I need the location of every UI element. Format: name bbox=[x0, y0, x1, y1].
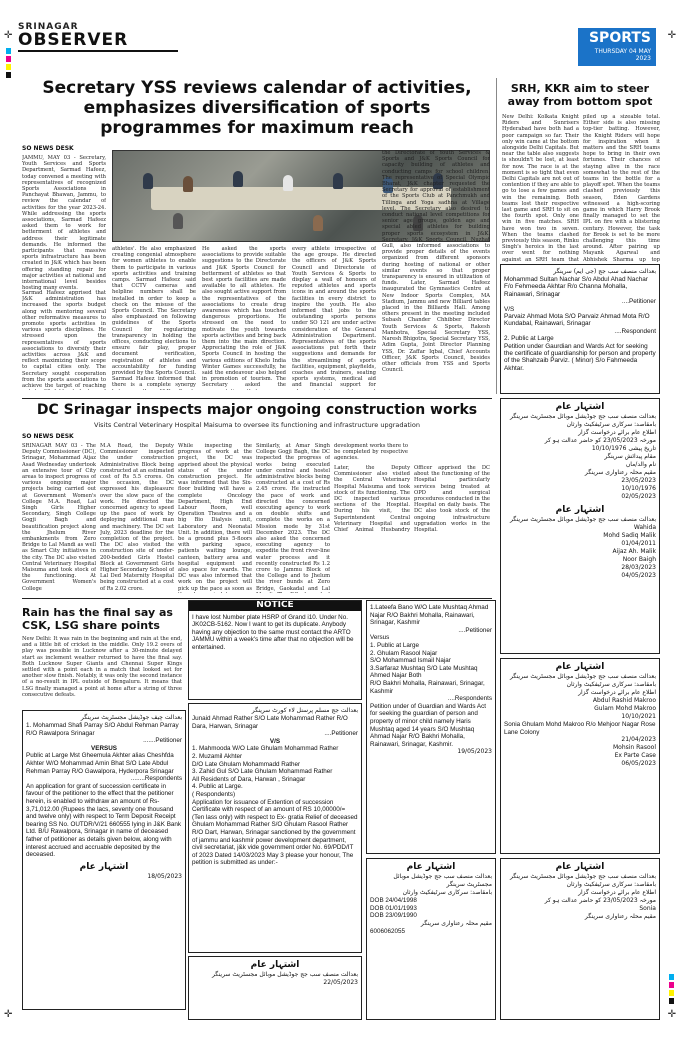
urdu-line: مقام پیدائش سرینگر bbox=[604, 453, 656, 460]
photo-person bbox=[333, 173, 343, 189]
registration-mark-icon: ✛ bbox=[4, 1009, 13, 1020]
urdu-date: 22/05/2023 bbox=[323, 979, 358, 986]
urdu-ad-bottom bbox=[500, 858, 660, 1020]
story4-headline: Rain has the final say as CSK, LSG share points bbox=[22, 606, 173, 632]
urdu-line: اطلاع عام برائے درخواست گزار bbox=[578, 429, 656, 436]
urdu-name: Noor Baigh bbox=[622, 556, 656, 563]
story1-column-4: He asked the sports associations to provide suitable suggestions to the Directorate and J&K Sports Council for betterment of athletes so that best sports facilities are made available to all athletes. He also sought active support from the representatives of the associations to create drug awareness which has touched dangerous proportions. He stressed on the need to motivate the youth towards sports activities and bring back them into the main direction. Appreciating the role of J&K Sports Council in hosting the various editions of Khelo India Winter Games successfully, he said the endeavour also helped in promotion of tourism. The Secretary asked the bbox=[202, 246, 286, 389]
ad-urdu-court: بعدالت چیف جوڈیشل مجسٹریٹ سرینگر bbox=[80, 714, 182, 721]
urdu-date: 18/05/2023 bbox=[147, 872, 182, 880]
urdu-date: 21/04/2023 bbox=[621, 736, 656, 744]
ad-respondent: ....Respondent bbox=[614, 327, 656, 335]
urdu-court-line: بعدالت منصف سب جج جوڈیشل موبائل مجسٹریٹ سرینگر bbox=[393, 873, 492, 888]
story1-column-6: the Directorate of Youth Services & Sports and J&K Sports Council for capacity building of athletes and conducting camps for school children. The representative of Special Olympic Bharat, J&K chapter requested the Secretary for approval of establishment of the Sports Club at Panchmukh and Tillinga and Yoga sadhna at Village level. The Secretary also desired to conduct national level competitions for senior age groups, golden age and special abled athletes for building proper sports ecosystem in J&K. Secretary, J&K Sports Council, Nuzhat Gull, also informed associations to provide proper details of the events organized from different sponsors during hosting of national or other similar events so that proper transparency is ensured in utilization of funds. Later, Sarmad Hafeez inaugurated the Gymnastics Centre at New Indoor Sports Complex, MA Stadium, Jammu and new Billiard tables placed in the Billiards Hall. Among others present in the meeting included Subash Chander Chhibber Director Youth Services & Sports, Rakesh Manhotra, Special Secretary YSS, Naresh Bhigotra, Special Secretary YSS, Adim Gupta, Joint Director Planning YSS, Dr. Zaffar Iqbal, Chief Accounts Officer, J&K Sports Council, besides other officials from YSS and Sports Council. bbox=[382, 150, 490, 374]
ad-parties: 1.Lateefa Bano W/O Late Mushtaq Ahmad Najar R/O Bakhri Mohalla, Rainawari, Srinagar, Kashmir bbox=[370, 604, 489, 627]
urdu-name: Wahida bbox=[633, 524, 656, 531]
urdu-date: 04/05/2023 bbox=[621, 572, 656, 579]
section-rule bbox=[22, 598, 492, 599]
masthead-top-line: SRINAGAR bbox=[18, 22, 79, 32]
section-title: SPORTS bbox=[588, 30, 651, 46]
masthead-name: OBSERVER bbox=[18, 30, 129, 50]
notice-box bbox=[188, 600, 362, 700]
ad-vs: Versus bbox=[370, 634, 390, 642]
urdu-line: بامقاصد: سرکاری سرٹیفکیٹ وارثان bbox=[566, 421, 656, 428]
column-divider bbox=[496, 78, 497, 394]
story3-subhead: Visits Central Veterinary Hospital Maisuma to oversee its functioning and infrastructure upgradation bbox=[94, 421, 420, 429]
ishtehar-heading: اشتہار عام bbox=[555, 505, 605, 515]
photo-person bbox=[143, 173, 153, 189]
ad-respondent-label: ........Respondents bbox=[130, 775, 182, 783]
urdu-name: Aijaz Ah. Malik bbox=[612, 548, 656, 555]
story4-text: New Delhi: It was rain in the beginning and rain at the end, and a little bit of cricket in the middle. Only 19.2 overs of play was possible in Lucknow after a 30-minute delayed start as inclement weather returned to have the final say. Both Lucknow Super Giants and Chennai Super Kings settled with a point each in a match that looked set for another slow finish. Notably, it was only the second instance of a no-result in IPL outside of Bengaluru. It means that LSG finally managed a point at home after a string of three consecutive defeats. bbox=[22, 636, 182, 698]
ad-petitioner: ....Petitioner bbox=[458, 626, 492, 634]
photo-person bbox=[283, 175, 293, 191]
urdu-name: Mohsin Rasool bbox=[612, 744, 656, 752]
ad-petitioner: ....Petitioner bbox=[621, 298, 656, 306]
ad-parties: Mohammad Sultan Nachar S/o Abdul Ahad Nachar F/o Fehmeeda Akhtar R/o Channa Mohalla, Rainawari, Srinagar bbox=[504, 276, 648, 298]
ad-respondent: 2. Ghulam Rasool Najar bbox=[370, 649, 438, 657]
urdu-line: بامقاصد: سرکاری سرٹیفکیٹ وارثان bbox=[402, 889, 492, 896]
urdu-date: 10/10/1976 bbox=[621, 485, 656, 492]
notice-text: I have lost Number plate HSRP of Grand i10. Under No. JK02CB-5162. Now I want to get its duplicate. Anybody having any objection to the same must contact the ARTO JAMMU within a week's time after that no objection will be entertained. bbox=[192, 613, 354, 651]
story1-column-5: every athlete irrespective of the age groups. He directed the officers of J&K Sports Council and Directorate of Youth Services & Sports to display a wall of honours of reputed athletes and sports icons in and around the sports facilities in every district to inspire the youth. He also informed that jobs to the outstanding sports persons under SO 121 are under active consideration of the General Administration Department. Representatives of the sports associations put forth their suggestions and demands for the streamlining of sports facilities, equipment, playfields, coaches and trainers, seating sports systems, medical aid and financial support for bbox=[292, 246, 376, 389]
ad-petitioner: .......Petitioner bbox=[143, 737, 182, 745]
ad-vs: V/S bbox=[269, 737, 281, 745]
issue-date: THURSDAY 04 MAY 2023 bbox=[594, 48, 651, 62]
ad-vs: V/S bbox=[504, 305, 515, 313]
ad-petitioner: ....Petitioner bbox=[324, 730, 358, 738]
story3-column-4: Similarly, at Amar Singh College Gogji Bagh, the DC inspected the progress of works being executed under central and hostel administrative blocks being constructed at a cost of Rs 2.45 crore. He instructed the pace of work and directed the concerned executing agency to work on double shifts and complete the works on a Mission mode by 31st December 2023. The DC also asked the concerned executing agency to expedite the front river-line water process and it recently constructed Rs 1.2 crore to Jammu Block of the College and to Jhelum the river bunds at Zero Bridge, Gaokadal and Lal bbox=[256, 443, 330, 592]
legal-ad-guardianship bbox=[500, 264, 660, 394]
urdu-line: مورخہ 23/05/2023 کو حاضر عدالت ہو کر bbox=[544, 897, 656, 904]
urdu-line: بامقاصد: سرکاری سرٹیفکیٹ وارثان bbox=[566, 681, 656, 688]
dob-line: DOB 23/09/1990 bbox=[370, 912, 417, 920]
story3-column-6: Later, the Deputy Commissioner also visited the Central Veterinary Hospital Maisuma and took stock of its functioning. The DC inspected various sections of the Hospital. During his visit, the Superintendent Central Veterinary Hospital and Chief Animal Husbandry Officer apprised the DC about the functioning of the Hospital particularly services being treated at OPD and surgical procedures conducted in the Hospital on daily basis. The DC also took stock of the ongoing infrastructure upgradation works in the Hospital. bbox=[334, 465, 490, 534]
urdu-line: نام والد/ماں bbox=[625, 461, 656, 468]
notice-title: NOTICE bbox=[189, 601, 361, 611]
urdu-date: 19/05/2023 bbox=[457, 748, 492, 756]
story3-column-2: M.A Road, the Deputy Commissioner inspected the under construction Administrative Block being constructed at an estimated cost of Rs 5.5 crores. On the occasion, the DC expressed his displeasure over the slow pace of the work. He directed the concerned agency to speed up the pace of work by deploying additional man and machinery. The DC set July, 2023 deadline for the completion of the project. The DC also visited the construction site of under-200-bedded Girls Hostel Block at Government Girls Higher Secondary School of Lal Ded Maternity Hospital being constructed at a cost of Rs 2.02 crore. bbox=[100, 443, 174, 592]
urdu-date: 23/05/2023 bbox=[621, 477, 656, 484]
ishtehar-heading: اشتہار عام bbox=[555, 862, 605, 872]
photo-person bbox=[233, 171, 243, 187]
ad-parties: 1. Mohammad Shafi Parray S/O Abdul Rehman Parray R/O Rawalpora Srinagar bbox=[26, 722, 179, 737]
story3-column-3: While inspecting the progress of work at the project, the DC was apprised about the physical status of the under construction project. He was informed that the Six-floor building will have a complete Oncology Department, High End Labour Room, well Operation Theatres and a big Bio Dialysis unit, Laboratory and Neonatal Unit. In addition, there will be a ground plus 5-floors with parking space, patients waiting lounge, canteen, battery area and hospital equipment and also space for wards. The DC was also informed that work on the project will pick up the pace as soon as bbox=[178, 443, 252, 592]
urdu-name: Gulam Mohd Makroo bbox=[594, 705, 656, 712]
urdu-name: Mohd Sadiq Malik bbox=[603, 532, 656, 539]
sonia-line: Sonia Ghulam Mohd Makroo R/o Mehjoor Nagar Rose Lane Colony bbox=[504, 721, 656, 736]
masthead-logo bbox=[18, 22, 178, 52]
story1-byline: SO NEWS DESK bbox=[22, 145, 74, 152]
ad-respondent-text: Parvaiz Ahmad Mota S/O Parvaiz Ahmad Mota R/O Kundabal, Rainawari, Srinagar bbox=[504, 313, 650, 328]
color-bar bbox=[669, 974, 674, 1004]
urdu-line: اطلاع عام برائے درخواست گزار bbox=[578, 889, 656, 896]
ishtehar-heading: اشتہار عام bbox=[250, 960, 300, 970]
story2-headline: SRH, KKR aim to steer away from bottom spot bbox=[507, 82, 653, 108]
urdu-date: 06/05/2023 bbox=[621, 760, 656, 768]
ad-respondents: Public at Large Mst Gheemula Akhter alias Cheshfda Akhter W/O Mohammad Amin Bhat S/O Late Abdul Rehman Parray R/O Gawalpora, Hyderpora Srinagar bbox=[26, 752, 174, 775]
dob-line: DOB 24/04/1998 bbox=[370, 897, 417, 904]
ad-respondent-label: ( Respondents) bbox=[192, 790, 236, 798]
urdu-line: مورخہ 23/05/2023 کو حاضر عدالت ہو کر bbox=[544, 437, 656, 444]
phone: 6006062055 bbox=[370, 927, 406, 935]
urdu-date: 28/03/2023 bbox=[621, 564, 656, 571]
ad-text: An application for grant of succession certificate in favour of the petitioner to the effect that the petitioner herein, is enabled to withdraw an amount of Rs-3,71,012.00 (Rupees the lacs, seventy one thousand and twelve only) with respect to Term Deposit Receipt bearing SS No. OUTDR/V/21 660555 lying in J&K Bank Ltd. B/U Rawalpora, Srinagar in name of deceased father of petitioner as details given below, along with interest accrued and accruable deposited by the deceased. bbox=[26, 782, 182, 859]
ad-respondent-label: ....Respondents bbox=[447, 695, 492, 703]
story3-byline: SO NEWS DESK bbox=[22, 433, 74, 440]
urdu-line: تاریخ پیشی 10/10/1976 bbox=[591, 445, 656, 452]
ad-respondent: 1. Mahmooda W/O Late Ghulam Mohammad Rather bbox=[192, 745, 339, 753]
urdu-name: Sonia bbox=[639, 905, 656, 912]
urdu-court-line: بعدالت منصف سب جج جوڈیشل موبائل مجسٹریٹ سرینگر bbox=[509, 516, 656, 523]
urdu-line: مقیم محلہ رعناواری سرینگر bbox=[584, 469, 656, 476]
urdu-date: 10/10/2021 bbox=[621, 713, 656, 720]
color-bar bbox=[6, 48, 11, 78]
urdu-court-line: بعدالت منصف سب جج جوڈیشل موبائل مجسٹریٹ سرینگر bbox=[509, 873, 656, 880]
ishtehar-heading: اشتہار عام bbox=[555, 662, 605, 672]
ishtehar-heading: اشتہار عام bbox=[555, 402, 605, 412]
urdu-legal-ads bbox=[500, 398, 660, 654]
urdu-line: مقیم محلہ رعناواری سرینگر bbox=[420, 919, 492, 927]
urdu-date: 02/05/2023 bbox=[621, 493, 656, 500]
ad-vs: VERSUS bbox=[91, 744, 117, 752]
ad-respondent: S/O Mohammad Ismail Najar bbox=[370, 657, 451, 665]
story1-column-3: athletes'. He also emphasized creating congenial atmosphere for women athletes to enable them to participate in various sports activities and training camps. Sarmad Hafeez said that CCTV cameras and helpline numbers shall be installed in order to keep a check on the misuse of the Sports Council. The Secretary also emphasized on following guidelines of the Sports Council for regularizing transparency in holding the offices, conducting elections to ensure fair play, proper document verification, registration of athletes and accountability for funding provided by the Sports Council. Sarmad Hafeez informed that there is a complete synergy bbox=[112, 246, 196, 389]
story1-column-2: Sarmad Hafeez apprised that J&K administration has increased the sports budget along with mentoring several other reformative measures to promote sports activities in various sports disciplines. He stressed upon the representatives of sports associations to diversify their activities across J&K and reflect maximizing their scope to capital cities only. The Secretary sought cooperation from the sports associations to achieve the target of reaching bbox=[22, 290, 106, 390]
urdu-ad-dob bbox=[366, 858, 496, 1020]
ad-respondent: 4. Public at Large. bbox=[192, 783, 243, 791]
ad-respondent: 3. Zahid Gul S/O Late Ghulam Mohammad Rather bbox=[192, 768, 333, 776]
ad-urdu-court: بعدالت جج مسلم پرسنل لاء کورٹ سرینگر bbox=[251, 707, 358, 714]
section-banner bbox=[578, 28, 656, 66]
urdu-court-line: بعدالت منصف سب جج جوڈیشل موبائل مجسٹریٹ سرینگر bbox=[509, 673, 656, 680]
ad-respondent: All Residents of Dara, Harwan , Srinagar bbox=[192, 775, 306, 783]
urdu-line: مقیم محلہ رعناواری سرینگر bbox=[584, 913, 656, 920]
legal-ad-succession bbox=[22, 710, 186, 1010]
urdu-ad-small bbox=[188, 956, 362, 1020]
story2-text: New Delhi: Kolkata Knight Riders and Sunrisers Hyderabad have both had a poor campaign so far. Their only win came at the bottom alongside Delhi Capitals. But near the table also suggests is shouldn't be lost, at least for now. The race is at the moment is so tight that even Delhi Capitals are not out of contention if they are able to go to lose a few games and win the remaining. Both teams lost their respective last game and SRH to sit on the fourth spot. Only one win in five matches. SRH have won two in seven. When the teams clashed previously this season, Rinku Singh's heroics in the last over went for nothing against an SRH team that piled up a sizeable total. Either side is also missing top-tier batting. However, the Knight Riders will hope for inspiration when it matters and the SRH teams hope to bring in their own fortunes. Their chances of staying alive in the race somewhat to the rest of the teams in the bottle for a playoff spot. When the teams clashed previously this season, Eden Gardens witnessed a high-scoring game in which Harry Brook finally managed to set the IPL on fire with a blistering century. However, the task for Brook is set to be more challenging this time around. After pairing up Mayank Agarwal and Abhishek Sharma up top bbox=[502, 114, 660, 263]
photo-person bbox=[183, 176, 193, 192]
ad-petition: Petition under Gaurdian and Wards Act for seeking the certificate of guardianship for person and property of the Shahzaib Parviz. ( Minor) S/o Fahmeeda Akhtar. bbox=[504, 342, 656, 372]
masthead-rule bbox=[18, 50, 178, 52]
urdu-name: Abdul Rashid Makroo bbox=[592, 697, 656, 704]
registration-mark-icon: ✛ bbox=[667, 30, 676, 41]
story3-column-1: SRINAGAR MAY 03 - The Deputy Commissioner (DC), Srinagar, Mohammad Aijaz Asad Wednesday undertook an extensive tour of City areas to inspect progress of various ongoing major projects being carried out at Government Women's College M.A. Road, Lal Singh Girls Higher Secondary, Singh College Gogji Bagh and beautification project along the Jhelum River embankments from Zero Bridge to Lal Mandi as well as Smart City initiatives in the city. The DC also visited Central Veterinary Hospital Maisuma and took stock of the functioning. At Government Women's College bbox=[22, 443, 96, 592]
urdu-date: 01/04/2011 bbox=[621, 540, 656, 547]
ad-respondent: D/O Late Ghulam Mohammadd Rather bbox=[192, 760, 301, 768]
ad-parties: Junaid Ahmad Rather S/O Late Mohammad Rather R/O Dara, Harwan, Srinagar bbox=[192, 715, 348, 730]
ad-respondent: 2. Muzamil Akhter bbox=[192, 752, 243, 760]
registration-mark-icon: ✛ bbox=[667, 1009, 676, 1020]
ad-urdu-court: بعدالت منصف سب جج (جی ایم) سرینگر bbox=[553, 268, 656, 275]
legal-ad-extension bbox=[188, 703, 362, 953]
urdu-court-line: بعدالت منصف سب جج جوڈیشل موبائل مجسٹریٹ سرینگر bbox=[509, 413, 656, 420]
story3-column-5: development works there to be completed by respective agencies. bbox=[334, 443, 408, 462]
ishtehar-heading: اشتہار عام bbox=[79, 861, 129, 872]
ad-text: Application for issuance of Extention of succession Certificate with respect of an amount of RS 10,00000/= (Ten lass only) with respect to Ex- gratia Relief of deceased Ghulam Mohammad Rather S/O Ghulam Rasool Rather R/O Dart, Harwan, Srinagar sanctioned by the government of jammu and kashmir power development department, civil secretariat, j&k vide government order No. 69/PDD/IT of 2023 Dated 14/03/2023 May 3 please your honour, The petition is submitted as under:- bbox=[192, 798, 358, 867]
story1-headline: Secretary YSS reviews calendar of activities, emphasizes diversification of sports programmes for maximum reach bbox=[42, 78, 472, 138]
story1-column-1: JAMMU, MAY 03 - Secretary, Youth Services and Sports Department, Sarmad Hafeez, today convened a meeting with representatives of recognized Sports Associations in Panchayat Bhawan, Jammu, to review the calendar of activities for the year 2023-24. While addressing the sports associations, Sarmad Hafeez asked them to work for betterment of athletes and address their legitimate demands. He informed the participants that massive sports infrastructure has been created in J&K which has been offering standing repair for major activities at national and international level besides hosting many events. bbox=[22, 155, 106, 292]
urdu-court-line: بعدالت منصف سب جج جوڈیشل موبائل مجسٹریٹ سرینگر bbox=[211, 971, 358, 978]
photo-person bbox=[173, 213, 183, 229]
photo-person bbox=[313, 215, 323, 231]
ad-respondent: R/O Bakhri Mohalla, Rainawari, Srinagar, Kashmir bbox=[370, 679, 485, 695]
ad-respondent: 3.Sarfaraz Mushtaq S/O Late Mushtaq Ahmed Najar Both bbox=[370, 664, 478, 680]
urdu-legal-ads-2 bbox=[500, 658, 660, 854]
ad-text: Petition under of Guardian and Wards Act for seeking the guardian of person and property of minor child namely Haris Mushtaq aged 14 years S/O Mushtaq Ahmad Najar R/O Bakhri Mohalla, Rainawari, Srinagar, Kashmir. bbox=[370, 702, 486, 748]
ad-respondent: 1. Public at Large bbox=[370, 641, 420, 649]
story3-headline: DC Srinagar inspects major ongoing construction works bbox=[36, 402, 478, 418]
legal-ad-guardian bbox=[366, 600, 496, 854]
registration-mark-icon: ✛ bbox=[4, 30, 13, 41]
ad-public: 2. Public at Large bbox=[504, 335, 554, 343]
urdu-line: بامقاصد: سرکاری سرٹیفکیٹ وارثان bbox=[566, 881, 656, 888]
dob-line: DOB 01/01/1993 bbox=[370, 904, 417, 912]
ex-parte: Ex Parte Case bbox=[614, 752, 656, 760]
section-rule bbox=[22, 398, 492, 399]
urdu-line: اطلاع عام برائے درخواست گزار bbox=[578, 689, 656, 696]
ishtehar-heading: اشتہار عام bbox=[406, 862, 456, 872]
